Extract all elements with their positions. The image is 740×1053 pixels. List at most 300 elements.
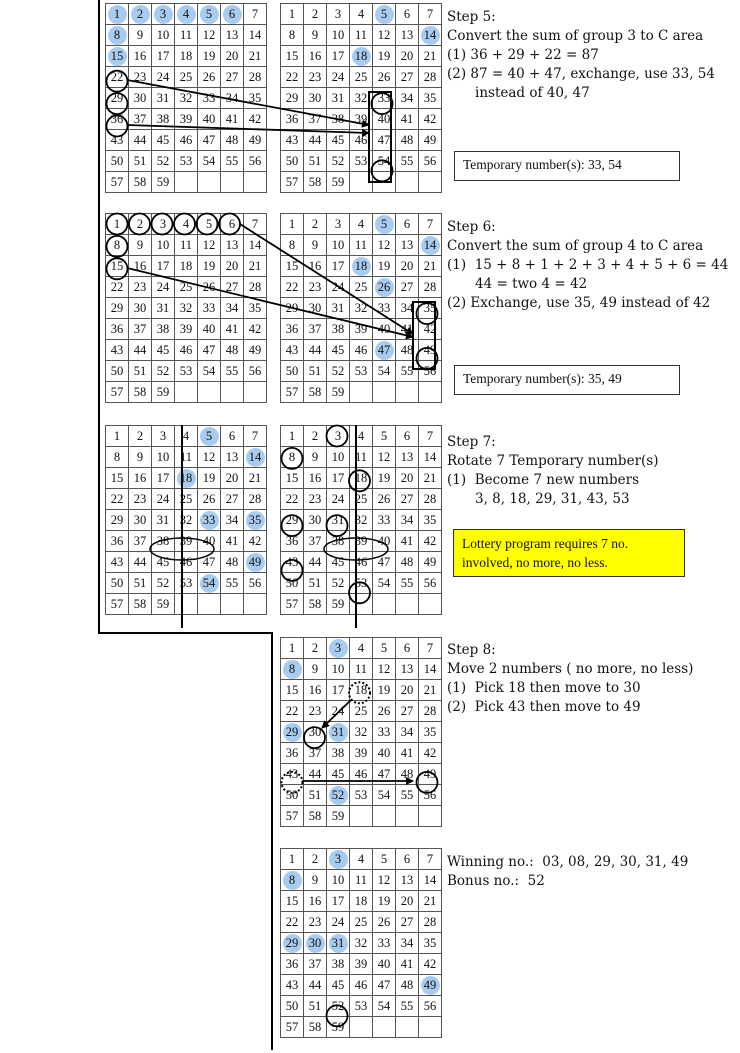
grid-cell-43 — [281, 975, 304, 996]
grid-cell-28 — [244, 277, 267, 298]
cell-number: 38 — [331, 746, 345, 760]
grid-cell-24 — [152, 277, 175, 298]
cell-number: 49 — [423, 343, 437, 357]
grid-cell-13 — [396, 447, 419, 468]
grid-cell-18 — [175, 256, 198, 277]
grid-cell-39 — [175, 109, 198, 130]
grid-cell-36 — [106, 319, 129, 340]
cell-number: 2 — [131, 5, 150, 24]
cell-number: 11 — [354, 662, 368, 676]
cell-number: 12 — [202, 28, 216, 42]
grid-cell-28 — [419, 489, 442, 510]
grid-cell-9 — [304, 25, 327, 46]
cell-number: 13 — [225, 450, 239, 464]
grid-cell-55 — [396, 996, 419, 1017]
grid-cell-8 — [281, 447, 304, 468]
cell-number: 57 — [285, 597, 299, 611]
cell-number: 47 — [377, 978, 391, 992]
grid-cell-empty — [396, 594, 419, 615]
grid-cell-53 — [350, 996, 373, 1017]
grid-cell-47 — [373, 552, 396, 573]
cell-number: 16 — [308, 49, 322, 63]
grid-step5-right — [280, 3, 442, 193]
grid-cell-17 — [327, 680, 350, 701]
grid-cell-54 — [373, 996, 396, 1017]
cell-number: 13 — [225, 238, 239, 252]
grid-cell-9 — [304, 870, 327, 891]
cell-number: 14 — [248, 28, 262, 42]
grid-cell-5 — [373, 638, 396, 659]
cell-number: 9 — [136, 450, 144, 464]
grid-cell-11 — [350, 447, 373, 468]
cell-number: 53 — [179, 576, 193, 590]
cell-number: 1 — [288, 7, 296, 21]
cell-number: 11 — [179, 238, 193, 252]
grid-cell-39 — [350, 954, 373, 975]
grid-cell-empty — [373, 172, 396, 193]
cell-number: 20 — [400, 49, 414, 63]
cell-number: 49 — [248, 343, 262, 357]
grid-cell-42 — [244, 531, 267, 552]
grid-cell-47 — [373, 130, 396, 151]
grid-cell-15 — [281, 46, 304, 67]
grid-cell-19 — [373, 46, 396, 67]
grid-cell-26 — [373, 277, 396, 298]
cell-number: 21 — [248, 49, 262, 63]
cell-number: 55 — [400, 576, 414, 590]
grid-cell-22 — [106, 489, 129, 510]
grid-cell-41 — [396, 109, 419, 130]
grid-cell-39 — [350, 109, 373, 130]
grid-cell-19 — [198, 468, 221, 489]
cell-number: 27 — [400, 704, 414, 718]
grid-cell-47 — [198, 130, 221, 151]
grid-cell-46 — [350, 552, 373, 573]
grid-cell-30 — [304, 933, 327, 954]
cell-number: 30 — [133, 513, 147, 527]
grid-cell-6 — [396, 426, 419, 447]
cell-number: 3 — [334, 7, 342, 21]
grid-cell-42 — [419, 954, 442, 975]
grid-cell-50 — [281, 996, 304, 1017]
cell-number: 24 — [331, 280, 345, 294]
cell-number: 25 — [354, 492, 368, 506]
grid-cell-16 — [304, 46, 327, 67]
grid-cell-17 — [327, 468, 350, 489]
cell-number: 33 — [202, 91, 216, 105]
grid-cell-13 — [221, 25, 244, 46]
grid-cell-10 — [327, 25, 350, 46]
grid-cell-5 — [198, 214, 221, 235]
cell-number: 33 — [202, 301, 216, 315]
grid-cell-26 — [198, 489, 221, 510]
grid-cell-30 — [304, 510, 327, 531]
cell-number: 48 — [400, 978, 414, 992]
grid-cell-empty — [198, 594, 221, 615]
grid-cell-23 — [304, 701, 327, 722]
grid-cell-31 — [327, 298, 350, 319]
grid-cell-49 — [419, 130, 442, 151]
cell-number: 38 — [331, 957, 345, 971]
grid-cell-24 — [327, 277, 350, 298]
cell-number: 36 — [285, 746, 299, 760]
cell-number: 23 — [308, 704, 322, 718]
cell-number: 51 — [308, 788, 322, 802]
cell-number: 16 — [133, 471, 147, 485]
cell-number: 7 — [251, 7, 259, 21]
grid-cell-33 — [373, 722, 396, 743]
grid-cell-26 — [198, 67, 221, 88]
cell-number: 31 — [329, 934, 348, 953]
cell-number: 59 — [331, 1020, 345, 1034]
cell-number: 54 — [377, 788, 391, 802]
cell-number: 42 — [423, 746, 437, 760]
grid-cell-58 — [304, 172, 327, 193]
grid-cell-49 — [419, 552, 442, 573]
grid-cell-22 — [106, 67, 129, 88]
grid-cell-27 — [221, 67, 244, 88]
cell-number: 41 — [225, 322, 239, 336]
grid-cell-52 — [152, 361, 175, 382]
grid-cell-50 — [281, 361, 304, 382]
grid-cell-35 — [419, 510, 442, 531]
cell-number: 6 — [403, 217, 411, 231]
cell-number: 24 — [331, 492, 345, 506]
cell-number: 41 — [400, 746, 414, 760]
cell-number: 40 — [202, 534, 216, 548]
grid-cell-43 — [281, 340, 304, 361]
cell-number: 48 — [400, 767, 414, 781]
cell-number: 39 — [354, 322, 368, 336]
grid-cell-14 — [244, 235, 267, 256]
cell-number: 56 — [248, 154, 262, 168]
cell-number: 46 — [354, 978, 368, 992]
cell-number: 51 — [308, 999, 322, 1013]
cell-number: 25 — [354, 280, 368, 294]
cell-number: 34 — [400, 725, 414, 739]
cell-number: 40 — [377, 957, 391, 971]
cell-number: 23 — [133, 492, 147, 506]
grid-cell-43 — [281, 552, 304, 573]
grid-cell-34 — [396, 933, 419, 954]
cell-number: 12 — [202, 450, 216, 464]
cell-number: 37 — [133, 112, 147, 126]
grid-cell-50 — [281, 785, 304, 806]
cell-number: 32 — [354, 725, 368, 739]
grid-cell-empty — [373, 382, 396, 403]
cell-number: 18 — [352, 257, 371, 276]
grid-cell-9 — [129, 235, 152, 256]
grid-cell-48 — [396, 130, 419, 151]
grid-cell-40 — [373, 954, 396, 975]
grid-cell-42 — [419, 109, 442, 130]
cell-number: 14 — [423, 873, 437, 887]
cell-number: 19 — [377, 259, 391, 273]
grid-cell-23 — [129, 277, 152, 298]
cell-number: 39 — [179, 322, 193, 336]
grid-cell-4 — [175, 4, 198, 25]
cell-number: 11 — [179, 28, 193, 42]
grid-cell-56 — [244, 151, 267, 172]
cell-number: 23 — [133, 70, 147, 84]
grid-cell-11 — [350, 659, 373, 680]
grid-cell-27 — [396, 701, 419, 722]
cell-number: 8 — [283, 660, 302, 679]
cell-number: 58 — [308, 175, 322, 189]
grid-cell-24 — [327, 67, 350, 88]
grid-cell-45 — [152, 130, 175, 151]
grid-cell-47 — [198, 340, 221, 361]
cell-number: 32 — [354, 936, 368, 950]
grid-cell-21 — [419, 891, 442, 912]
step7-note-line1: Lottery program requires 7 no. — [462, 536, 629, 551]
grid-cell-45 — [327, 975, 350, 996]
cell-number: 22 — [110, 492, 124, 506]
grid-cell-26 — [198, 277, 221, 298]
cell-number: 21 — [248, 471, 262, 485]
cell-number: 23 — [308, 915, 322, 929]
grid-cell-11 — [350, 25, 373, 46]
cell-number: 2 — [311, 217, 319, 231]
cell-number: 24 — [331, 70, 345, 84]
grid-cell-52 — [327, 361, 350, 382]
grid-cell-16 — [304, 891, 327, 912]
grid-cell-13 — [221, 235, 244, 256]
grid-cell-empty — [373, 806, 396, 827]
grid-cell-empty — [373, 1017, 396, 1038]
grid-cell-42 — [419, 531, 442, 552]
cell-number: 59 — [156, 597, 170, 611]
cell-number: 50 — [110, 154, 124, 168]
grid-cell-empty — [198, 382, 221, 403]
cell-number: 19 — [377, 49, 391, 63]
grid-cell-40 — [373, 743, 396, 764]
cell-number: 36 — [110, 534, 124, 548]
grid-cell-51 — [129, 573, 152, 594]
grid-cell-6 — [221, 214, 244, 235]
grid-cell-10 — [327, 870, 350, 891]
cell-number: 50 — [110, 364, 124, 378]
grid-cell-45 — [327, 340, 350, 361]
cell-number: 36 — [285, 112, 299, 126]
grid-cell-58 — [304, 594, 327, 615]
cell-number: 52 — [156, 364, 170, 378]
grid-cell-10 — [327, 235, 350, 256]
cell-number: 30 — [133, 91, 147, 105]
grid-cell-empty — [419, 382, 442, 403]
grid-cell-empty — [419, 806, 442, 827]
grid-cell-56 — [419, 573, 442, 594]
grid-cell-19 — [373, 680, 396, 701]
grid-cell-25 — [175, 67, 198, 88]
grid-step8 — [280, 637, 442, 827]
grid-cell-20 — [396, 468, 419, 489]
cell-number: 17 — [156, 259, 170, 273]
cell-number: 2 — [136, 429, 144, 443]
cell-number: 29 — [283, 723, 302, 742]
grid-cell-8 — [281, 235, 304, 256]
cell-number: 22 — [285, 492, 299, 506]
grid-cell-31 — [152, 510, 175, 531]
grid-cell-19 — [373, 891, 396, 912]
cell-number: 50 — [285, 364, 299, 378]
grid-cell-27 — [396, 489, 419, 510]
cell-number: 56 — [423, 364, 437, 378]
cell-number: 31 — [331, 91, 345, 105]
cell-number: 5 — [380, 429, 388, 443]
grid-cell-53 — [175, 361, 198, 382]
grid-cell-14 — [419, 447, 442, 468]
grid-cell-43 — [106, 130, 129, 151]
grid-cell-35 — [419, 88, 442, 109]
grid-cell-51 — [129, 361, 152, 382]
cell-number: 59 — [331, 175, 345, 189]
cell-number: 35 — [248, 301, 262, 315]
grid-cell-46 — [175, 552, 198, 573]
step5-line1: Convert the sum of group 3 to C area — [447, 28, 704, 44]
step7-line2: (1) Become 7 new numbers — [447, 472, 639, 488]
grid-cell-55 — [396, 151, 419, 172]
grid-cell-2 — [129, 426, 152, 447]
grid-cell-58 — [129, 594, 152, 615]
cell-number: 26 — [202, 280, 216, 294]
cell-number: 49 — [423, 555, 437, 569]
grid-cell-21 — [419, 680, 442, 701]
grid-cell-19 — [373, 468, 396, 489]
cell-number: 51 — [133, 576, 147, 590]
cell-number: 22 — [285, 280, 299, 294]
grid-cell-50 — [106, 151, 129, 172]
grid-cell-6 — [221, 4, 244, 25]
cell-number: 32 — [354, 91, 368, 105]
cell-number: 19 — [377, 683, 391, 697]
cell-number: 50 — [110, 576, 124, 590]
cell-number: 54 — [202, 364, 216, 378]
cell-number: 41 — [225, 112, 239, 126]
grid-cell-12 — [373, 659, 396, 680]
step7-title: Step 7: — [447, 434, 496, 450]
grid-cell-5 — [373, 426, 396, 447]
cell-number: 45 — [331, 767, 345, 781]
grid-cell-20 — [221, 256, 244, 277]
cell-number: 55 — [400, 154, 414, 168]
grid-cell-31 — [327, 933, 350, 954]
grid-cell-1 — [106, 426, 129, 447]
cell-number: 37 — [308, 322, 322, 336]
grid-cell-38 — [327, 531, 350, 552]
grid-cell-33 — [373, 88, 396, 109]
grid-cell-19 — [198, 46, 221, 67]
step6-line2: (1) 15 + 8 + 1 + 2 + 3 + 4 + 5 + 6 = 44 — [447, 257, 729, 273]
cell-number: 28 — [248, 492, 262, 506]
grid-cell-4 — [350, 4, 373, 25]
cell-number: 43 — [285, 978, 299, 992]
grid-cell-21 — [244, 468, 267, 489]
cell-number: 33 — [377, 513, 391, 527]
grid-cell-23 — [304, 489, 327, 510]
cell-number: 49 — [246, 553, 265, 572]
cell-number: 21 — [423, 49, 437, 63]
grid-cell-40 — [373, 319, 396, 340]
cell-number: 52 — [156, 576, 170, 590]
grid-cell-19 — [373, 256, 396, 277]
cell-number: 56 — [248, 364, 262, 378]
grid-cell-34 — [221, 298, 244, 319]
cell-number: 18 — [354, 683, 368, 697]
grid-cell-54 — [198, 361, 221, 382]
cell-number: 1 — [288, 217, 296, 231]
cell-number: 28 — [423, 280, 437, 294]
cell-number: 26 — [202, 70, 216, 84]
cell-number: 54 — [377, 576, 391, 590]
cell-number: 10 — [331, 238, 345, 252]
cell-number: 20 — [400, 471, 414, 485]
cell-number: 41 — [400, 322, 414, 336]
grid-cell-47 — [373, 764, 396, 785]
grid-cell-15 — [106, 256, 129, 277]
grid-cell-27 — [221, 489, 244, 510]
cell-number: 27 — [400, 70, 414, 84]
cell-number: 17 — [331, 259, 345, 273]
cell-number: 10 — [331, 662, 345, 676]
cell-number: 3 — [329, 850, 348, 869]
grid-cell-41 — [221, 109, 244, 130]
grid-cell-50 — [106, 361, 129, 382]
grid-cell-37 — [304, 531, 327, 552]
grid-cell-9 — [129, 447, 152, 468]
grid-cell-54 — [373, 361, 396, 382]
cell-number: 3 — [334, 429, 342, 443]
grid-cell-40 — [373, 109, 396, 130]
cell-number: 28 — [423, 492, 437, 506]
cell-number: 53 — [354, 788, 368, 802]
cell-number: 19 — [377, 894, 391, 908]
grid-cell-49 — [244, 552, 267, 573]
cell-number: 7 — [251, 217, 259, 231]
cell-number: 40 — [202, 322, 216, 336]
cell-number: 48 — [400, 133, 414, 147]
grid-cell-18 — [350, 468, 373, 489]
cell-number: 3 — [334, 217, 342, 231]
cell-number: 38 — [156, 112, 170, 126]
grid-cell-43 — [106, 340, 129, 361]
cell-number: 56 — [423, 576, 437, 590]
grid-cell-2 — [129, 4, 152, 25]
cell-number: 26 — [377, 704, 391, 718]
grid-cell-20 — [396, 680, 419, 701]
cell-number: 34 — [400, 513, 414, 527]
cell-number: 10 — [156, 450, 170, 464]
grid-cell-28 — [419, 67, 442, 88]
cell-number: 35 — [423, 725, 437, 739]
cell-number: 10 — [331, 873, 345, 887]
grid-cell-56 — [244, 573, 267, 594]
cell-number: 16 — [308, 259, 322, 273]
cell-number: 44 — [133, 343, 147, 357]
grid-cell-18 — [350, 891, 373, 912]
grid-cell-5 — [198, 4, 221, 25]
cell-number: 38 — [331, 322, 345, 336]
cell-number: 40 — [377, 112, 391, 126]
bonus-number: Bonus no.: 52 — [447, 873, 545, 889]
cell-number: 48 — [225, 133, 239, 147]
cell-number: 10 — [156, 238, 170, 252]
step5-title: Step 5: — [447, 9, 496, 25]
cell-number: 23 — [308, 280, 322, 294]
grid-cell-54 — [373, 151, 396, 172]
cell-number: 56 — [423, 788, 437, 802]
grid-cell-2 — [129, 214, 152, 235]
